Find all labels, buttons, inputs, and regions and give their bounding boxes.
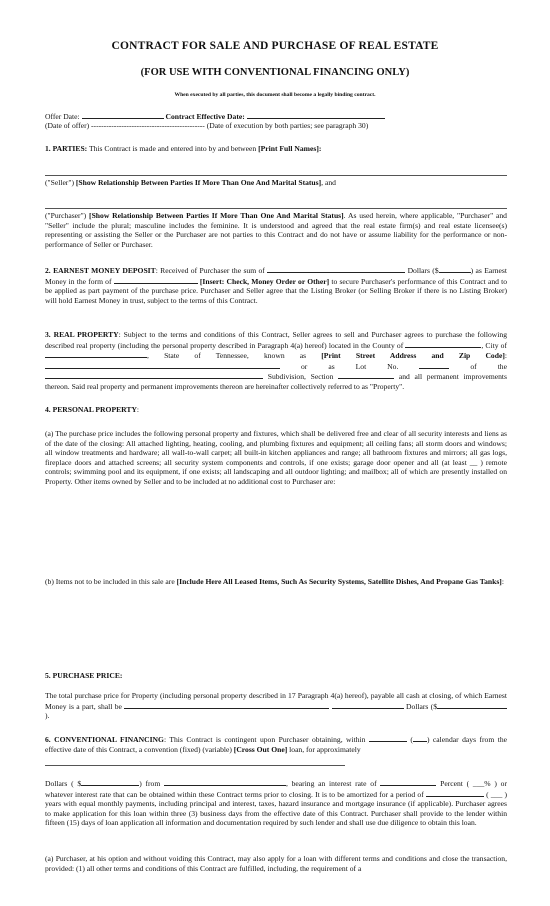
seller-and: , and bbox=[321, 178, 336, 187]
offer-date-caption: (Date of offer) --------------------------------------------- (Date of execution by both parties; see paragraph 30) bbox=[45, 121, 369, 130]
parties-terms-text: . As used herein, where applicable, "Purchaser" and "Seller" include the plural; masculine includes the feminine. It is understood and agreed that the real estate firm(s) and real estate licensee(s) representing or assisting the Seller or the Purchaser are not parties to this Contract and do not have or assume liability for the performance or non-performance of Seller or Purchaser. bbox=[45, 211, 507, 249]
lot-of-the: of the bbox=[470, 361, 507, 371]
financing-paren-open: ( bbox=[410, 735, 413, 744]
real-property-text-end: thereon. Said real property and permanent improvements thereon are hereinafter collectively referred to as "Property". bbox=[45, 381, 405, 391]
earnest-money-text-a: : Received of Purchaser the sum of bbox=[155, 266, 265, 275]
offer-date-label: Offer Date: bbox=[45, 112, 80, 121]
purchase-price-words-field-2[interactable] bbox=[332, 701, 404, 709]
percent-label: Percent bbox=[440, 779, 463, 788]
earnest-money-amount-field[interactable] bbox=[439, 265, 471, 273]
binding-notice: When executed by all parties, this document shall become a legally binding contract. bbox=[174, 92, 376, 98]
personal-property-b bbox=[45, 577, 507, 587]
parties-print-instruction: [Print Full Names]: bbox=[258, 144, 322, 153]
seller-relationship-instruction: [Show Relationship Between Parties If More Than One And Marital Status] bbox=[75, 178, 322, 187]
earnest-money-form-field[interactable] bbox=[114, 276, 198, 284]
loan-from-label: ) from bbox=[139, 779, 161, 788]
financing-paren-close: ) calendar bbox=[426, 735, 459, 744]
offer-date-row bbox=[45, 111, 507, 122]
effective-date-label: Contract Effective Date: bbox=[165, 112, 245, 121]
purchase-price-words-field[interactable] bbox=[124, 701, 329, 709]
purchase-price-dollars-label: Dollars ($ bbox=[405, 701, 438, 711]
financing-days-number-field[interactable] bbox=[413, 734, 427, 742]
earnest-money-insert-instruction: [Insert: Check, Money Order or Other] bbox=[199, 276, 330, 286]
lender-field[interactable] bbox=[164, 778, 286, 786]
address-colon: : bbox=[504, 351, 507, 361]
purchase-price-heading: 5. PURCHASE PRICE: bbox=[45, 671, 123, 680]
interest-rate-label: , bearing an interest rate of bbox=[285, 779, 377, 788]
cross-out-instruction: [Cross Out One] bbox=[233, 744, 288, 754]
subdivision-field[interactable] bbox=[45, 371, 263, 379]
purchase-price-amount-field[interactable] bbox=[437, 701, 507, 709]
purchase-price-heading-row bbox=[45, 671, 507, 681]
financing-text-b: days from the effective date of this Contract, a convention (fixed) (variable) bbox=[45, 735, 507, 754]
purchase-price-end: ). bbox=[45, 711, 50, 721]
parties-line bbox=[45, 144, 507, 154]
purchaser-label: ("Purchaser") bbox=[45, 211, 87, 220]
personal-property-a: (a) The purchase price includes the following personal property and fixtures, which shall be delivered free and clear of all security interests and liens as of the date of the closing: All attached lighting, heating, cooling, and plumbing fixtures and equipment; all ceiling fans; all storm doors and windows; all window treatments and hardware; all wall-to-wall carpet; all built-in kitchen appliances and range; all bathroom fixtures and mirrors; all gas logs, fireplace doors and attached screens; all security system components and controls, if one exists; garage door opener and all (at least __ ) remote controls; swimming pool and its equipment, if one exists; all landscaping and all outdoor lighting; and mailbox; all of which are presently installed on Property. Other items owned by Seller and to be included at no additional cost to Purchaser are: bbox=[45, 429, 507, 486]
city-label: , City of bbox=[481, 340, 507, 350]
personal-property-b-text: (b) Items not to be included in this sale are bbox=[45, 577, 175, 586]
street-address-field[interactable] bbox=[45, 361, 280, 369]
purchase-price-text: The total purchase price for Property (including personal property described in 17 Paragraph 4(a) hereof), payable all cash at closing, of which Earnest Money is a part, shall be bbox=[45, 691, 507, 711]
real-property-heading: 3. REAL PROPERTY bbox=[45, 330, 119, 339]
earnest-money-dollars-label: Dollars ($ bbox=[407, 266, 439, 275]
seller-line bbox=[45, 178, 507, 188]
purchaser-paragraph bbox=[45, 211, 507, 249]
financing-paragraph-1 bbox=[45, 734, 507, 754]
financing-days-words-field[interactable] bbox=[369, 734, 407, 742]
parties-heading: 1. PARTIES: bbox=[45, 144, 88, 153]
earnest-money-paren: ) bbox=[470, 266, 474, 275]
personal-property-b-colon: : bbox=[501, 577, 504, 586]
seller-name-line[interactable] bbox=[45, 175, 507, 176]
seller-label: ("Seller") bbox=[45, 178, 74, 187]
earnest-money-text-b: as Earnest Money in the form of bbox=[45, 266, 507, 286]
earnest-money-heading: 2. EARNEST MONEY DEPOSIT bbox=[45, 266, 156, 275]
financing-paragraph-2 bbox=[45, 778, 507, 828]
loan-amount-field[interactable] bbox=[81, 778, 139, 786]
lot-field[interactable] bbox=[419, 361, 449, 369]
state-text: , State of Tennessee, known as bbox=[147, 351, 307, 361]
loan-dollars-label: Dollars ( $ bbox=[45, 779, 82, 788]
document-subtitle: (FOR USE WITH CONVENTIONAL FINANCING ONLY) bbox=[140, 67, 410, 78]
personal-property-b-instruction: [Include Here All Leased Items, Such As Security Systems, Satellite Dishes, And Propane Gas Tanks] bbox=[176, 577, 502, 586]
street-address-instruction: [Print Street Address and Zip Code] bbox=[321, 351, 505, 361]
financing-text-d: ( ___% ) or whatever interest rate that can be obtained within these Contract terms prior to closing. It is to be amortized for a period of bbox=[45, 779, 507, 799]
financing-text-a: : This Contract is contingent upon Purchaser obtaining, within bbox=[163, 735, 366, 744]
financing-paragraph-a: (a) Purchaser, at his option and without voiding this Contract, may also apply for a loan with different terms and conditions and close the transaction, provided: (1) all other terms and conditions of this Contract are fulfilled, including, the requirement of a bbox=[45, 854, 507, 873]
permanent-improvements-text: and all permanent improvements bbox=[398, 372, 507, 382]
earnest-money-text-c: to secure Purchaser's performance of this Contract and to be applied as part payment of the purchase price. Purchaser and Seller agree that the Listing Broker (or Selling Broker if there is no Listing Broker) will hold Earnest Money in trust, subject to the terms of this Contract. bbox=[45, 276, 508, 305]
loan-amount-words-line[interactable] bbox=[45, 765, 345, 766]
financing-heading: 6. CONVENTIONAL FINANCING bbox=[45, 735, 164, 744]
personal-property-heading-row bbox=[45, 405, 507, 415]
earnest-money-section bbox=[45, 265, 507, 305]
real-property-text-a: : Subject to the terms and conditions of this Contract, Seller agrees to sell and Purchaser agrees to purchase the following described real property (including the personal property described in Paragraph 4(a) hereof) located in the County of bbox=[45, 330, 507, 350]
purchaser-relationship-instruction: [Show Relationship Between Parties If More Than One And Marital Status] bbox=[89, 211, 344, 220]
parties-text: This Contract is made and entered into by and between bbox=[88, 144, 257, 153]
offer-date-field[interactable] bbox=[82, 111, 164, 119]
real-property-section bbox=[45, 330, 507, 392]
personal-property-heading: 4. PERSONAL PROPERTY bbox=[45, 405, 137, 414]
amortization-years-words-field[interactable] bbox=[426, 789, 484, 797]
section-field[interactable] bbox=[338, 371, 394, 379]
financing-text-c: loan, for approximately bbox=[289, 744, 361, 754]
county-field[interactable] bbox=[405, 340, 481, 348]
document-title: CONTRACT FOR SALE AND PURCHASE OF REAL ESTATE bbox=[111, 40, 439, 52]
effective-date-field[interactable] bbox=[247, 111, 385, 119]
lot-label: or as Lot No. bbox=[301, 361, 399, 371]
earnest-money-words-field[interactable] bbox=[267, 265, 405, 273]
interest-rate-field[interactable] bbox=[380, 778, 436, 786]
purchase-price-paragraph bbox=[45, 691, 507, 721]
personal-property-colon: : bbox=[136, 405, 140, 414]
purchaser-name-line[interactable] bbox=[45, 208, 507, 209]
financing-text-e: ( ___ ) years with equal monthly payments, including principal and interest, taxes, hazard insurance and mortgage insurance (if applicable). Purchaser agrees to make application for this loan within three (3) business days from the effective date of this Contract. Purchaser shall provide to the lender within fifteen (15) days of loan application all information and documentation required by such lender and shall use due diligence to obtain this loan. bbox=[45, 789, 507, 828]
city-field[interactable] bbox=[45, 350, 147, 358]
subdivision-label: Subdivision, Section bbox=[267, 372, 334, 382]
